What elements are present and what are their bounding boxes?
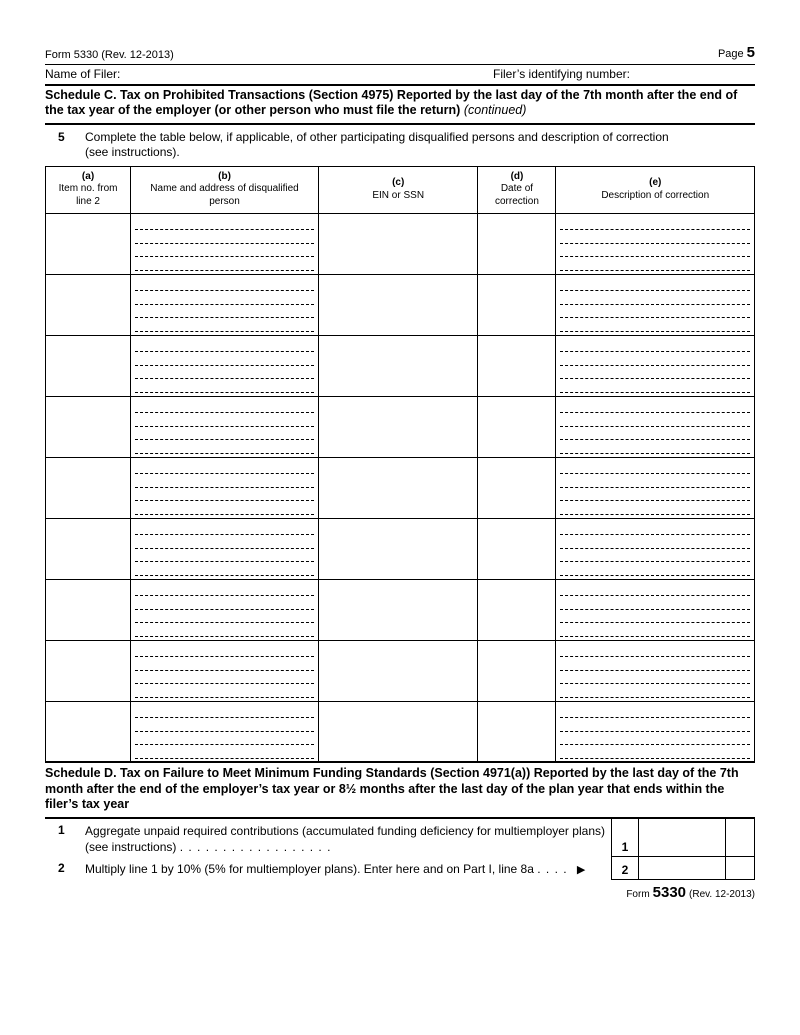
write-line [560,461,750,475]
write-line [560,596,750,610]
write-line [560,488,750,502]
page-header [45,44,755,64]
line-2-cents-field[interactable] [725,857,755,880]
write-line [135,684,314,698]
write-line [560,339,750,353]
write-line [135,305,314,319]
write-line [560,230,750,244]
filer-name-field[interactable] [120,67,493,81]
write-line [560,244,750,258]
write-line [560,657,750,671]
write-line [560,501,750,515]
write-line [135,718,314,732]
col-header-e: (e) Description of correction [556,166,755,213]
write-line [560,610,750,624]
footer-form-rev: (Rev. 12-2013) [689,889,755,901]
table-row [46,396,755,457]
cell-e[interactable] [556,396,755,457]
write-line [560,474,750,488]
cell-a[interactable] [46,457,131,518]
filer-id-field[interactable] [630,67,755,81]
page-number: 5 [746,44,755,61]
write-line [135,657,314,671]
write-line [560,562,750,576]
write-line [560,440,750,454]
write-line [135,671,314,685]
schedule-d-title: Schedule D. Tax on Failure to Meet Minimum Funding Standards (Section 4971(a)) Reported by the last day of the 7th month after the end of the employer’s tax year or 8½ months after the last day of the plan year that ends within the filer’s tax year [45,763,755,819]
cell-b[interactable] [131,518,319,579]
write-line [135,623,314,637]
write-line [135,562,314,576]
table-row [46,457,755,518]
write-line [560,400,750,414]
cell-b[interactable] [131,457,319,518]
write-line [560,549,750,563]
write-line [560,318,750,332]
form-id: Form 5330 (Rev. 12-2013) [45,49,174,61]
cell-e[interactable] [556,274,755,335]
write-line [135,366,314,380]
write-line [135,596,314,610]
write-line [135,644,314,658]
line-5-instruction [45,125,755,166]
write-line [560,413,750,427]
write-line [560,644,750,658]
write-line [560,291,750,305]
dot-leader: . . . . . . . . . . . . . . . . . . [179,840,332,855]
table-row [46,274,755,335]
cell-d[interactable] [478,335,556,396]
cell-e[interactable] [556,640,755,701]
cell-d[interactable] [478,274,556,335]
write-line [135,474,314,488]
table-row [46,518,755,579]
cell-a[interactable] [46,518,131,579]
cell-a[interactable] [46,335,131,396]
cell-c[interactable] [318,701,478,762]
cell-e[interactable] [556,579,755,640]
cell-a[interactable] [46,396,131,457]
cell-d[interactable] [478,396,556,457]
cell-e[interactable] [556,335,755,396]
write-line [560,745,750,759]
line-2-box-number: 2 [611,857,639,880]
write-line [135,732,314,746]
write-line [560,684,750,698]
cell-c[interactable] [318,640,478,701]
cell-e[interactable] [556,213,755,274]
cell-e[interactable] [556,701,755,762]
write-line [135,461,314,475]
table-row [46,213,755,274]
cell-b[interactable] [131,274,319,335]
write-line [560,379,750,393]
schedule-d-line-2 [45,857,755,880]
write-line [135,522,314,536]
write-line [135,291,314,305]
schedule-d-line-1 [45,819,755,857]
cell-b[interactable] [131,640,319,701]
write-line [135,339,314,353]
cell-d[interactable] [478,457,556,518]
write-line [135,217,314,231]
schedule-c-title [45,86,755,125]
write-line [135,278,314,292]
filer-name-cell [45,65,493,84]
filer-id-label: Filer’s identifying number: [493,67,630,81]
write-line [560,352,750,366]
write-line [135,440,314,454]
cell-c[interactable] [318,335,478,396]
line-1-item-number: 1 [58,822,65,837]
form-footer [45,880,755,901]
cell-b[interactable] [131,213,319,274]
col-header-b: (b) Name and address of disqualified person [131,166,319,213]
cell-e[interactable] [556,518,755,579]
cell-e[interactable] [556,457,755,518]
line-1-text: Aggregate unpaid required contributions (accumulated funding deficiency for multiemployer plans) (see instructions) . . . . . . . . . . . . . . . . . . [85,823,605,855]
write-line [560,366,750,380]
table-row [46,701,755,762]
cell-b[interactable] [131,335,319,396]
cell-d[interactable] [478,701,556,762]
cell-c[interactable] [318,518,478,579]
filer-name-label: Name of Filer: [45,67,121,81]
filer-id-cell [493,65,755,84]
write-line [135,549,314,563]
line-5-text: Complete the table below, if applicable, of other participating disqualified persons and description of correction (see instructions). [85,129,669,159]
line-1-amount-field[interactable] [639,819,725,857]
write-line [135,318,314,332]
write-line [560,705,750,719]
write-line [560,217,750,231]
write-line [135,745,314,759]
cell-c[interactable] [318,579,478,640]
write-line [135,427,314,441]
write-line [135,379,314,393]
schedule-d-lines [45,819,755,880]
table-row [46,579,755,640]
line-2-amount-field[interactable] [639,857,725,880]
write-line [135,413,314,427]
write-line [135,352,314,366]
write-line [560,427,750,441]
line-2-text: Multiply line 1 by 10% (5% for multiemployer plans). Enter here and on Part I, line 8a . . . . ▶ [85,862,586,877]
cell-d[interactable] [478,579,556,640]
write-line [560,732,750,746]
cell-b[interactable] [131,579,319,640]
write-line [135,501,314,515]
cell-c[interactable] [318,213,478,274]
cell-a[interactable] [46,701,131,762]
cell-a[interactable] [46,274,131,335]
table-header-row [46,166,755,213]
write-line [560,623,750,637]
line-1-box-number: 1 [611,819,639,857]
col-header-c: (c) EIN or SSN [318,166,478,213]
footer-form-label: Form [626,889,650,901]
write-line [560,305,750,319]
write-line [135,257,314,271]
cell-c[interactable] [318,457,478,518]
write-line [560,583,750,597]
cell-c[interactable] [318,274,478,335]
write-line [560,718,750,732]
disqualified-persons-table [45,166,755,764]
write-line [135,583,314,597]
cell-c[interactable] [318,396,478,457]
schedule-c-title-text: Schedule C. Tax on Prohibited Transactions (Section 4975) Reported by the last day of the 7th month after the end of the tax year of the employer (or other person who must file the return) [45,88,738,118]
line-2-item-number: 2 [58,861,65,876]
cell-a[interactable] [46,640,131,701]
cell-d[interactable] [478,518,556,579]
cell-d[interactable] [478,640,556,701]
write-line [135,230,314,244]
write-line [560,278,750,292]
write-line [560,522,750,536]
line-1-cents-field[interactable] [725,819,755,857]
cell-d[interactable] [478,213,556,274]
filer-row [45,64,755,86]
table-row [46,335,755,396]
write-line [560,257,750,271]
footer-form-number: 5330 [652,884,687,902]
write-line [560,671,750,685]
line-5-number: 5 [58,129,65,144]
write-line [135,535,314,549]
page-indicator [718,44,755,61]
col-header-a: (a) Item no. from line 2 [46,166,131,213]
write-line [135,610,314,624]
write-line [135,488,314,502]
arrow-right-icon: ▶ [576,864,586,877]
cell-a[interactable] [46,579,131,640]
col-header-d: (d) Date of correction [478,166,556,213]
table-row [46,640,755,701]
cell-b[interactable] [131,396,319,457]
write-line [560,535,750,549]
write-line [135,400,314,414]
cell-b[interactable] [131,701,319,762]
cell-a[interactable] [46,213,131,274]
write-line [135,705,314,719]
schedule-c-continued: (continued) [463,103,527,118]
dot-leader: . . . . [537,862,568,877]
page-label: Page [717,48,744,60]
write-line [135,244,314,258]
disqualified-persons-table-body [46,213,755,762]
